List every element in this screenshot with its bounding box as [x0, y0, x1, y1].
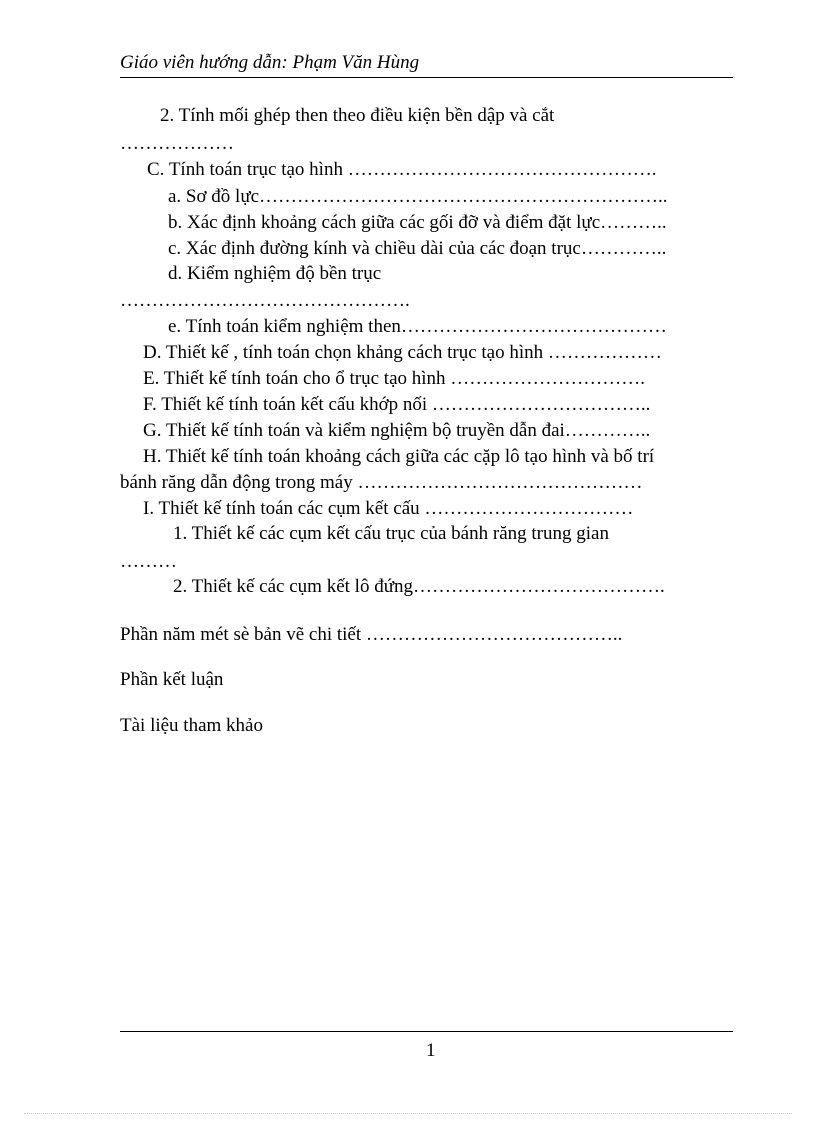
toc-line: e. Tính toán kiểm nghiệm then…………………………………… — [168, 316, 667, 337]
page-number: 1 — [426, 1040, 436, 1061]
toc-line: ………………………………………. — [120, 290, 410, 311]
toc-line: ……… — [120, 551, 177, 572]
toc-line: H. Thiết kế tính toán khoảng cách giữa các cặp lô tạo hình và bố trí — [143, 446, 655, 467]
toc-line: ……………… — [120, 133, 234, 154]
header-instructor: Giáo viên hướng dẫn: Phạm Văn Hùng — [120, 52, 420, 73]
toc-line: Phần năm mét sè bản vẽ chi tiết ………………………………….. — [120, 624, 623, 645]
toc-line: E. Thiết kế tính toán cho ổ trục tạo hình …………………………. — [143, 368, 646, 389]
toc-line: Tài liệu tham khảo — [120, 715, 263, 736]
toc-line: C. Tính toán trục tạo hình …………………………………………. — [147, 159, 657, 180]
page-edge-divider — [24, 1113, 792, 1114]
toc-line: F. Thiết kế tính toán kết cấu khớp nối …………………………….. — [143, 394, 651, 415]
toc-line: bánh răng dẫn động trong máy ……………………………………… — [120, 472, 643, 493]
toc-line: d. Kiểm nghiệm độ bền trục — [168, 263, 382, 284]
toc-line: G. Thiết kế tính toán và kiểm nghiệm bộ truyền dẫn đai………….. — [143, 420, 651, 441]
header-divider — [120, 77, 733, 78]
toc-line: 2. Tính mối ghép then theo điều kiện bền dập và cắt — [160, 105, 555, 126]
footer-divider — [120, 1031, 733, 1032]
toc-line: a. Sơ đồ lực……………………………………………………….. — [168, 186, 668, 207]
toc-line: c. Xác định đường kính và chiều dài của các đoạn trục………….. — [168, 238, 667, 259]
toc-line: 1. Thiết kế các cụm kết cấu trục của bánh răng trung gian — [173, 523, 609, 544]
toc-line: Phần kết luận — [120, 669, 224, 690]
toc-line: b. Xác định khoảng cách giữa các gối đỡ và điểm đặt lực……….. — [168, 212, 667, 233]
toc-line: 2. Thiết kế các cụm kết lô đứng…………………………………. — [173, 576, 665, 597]
toc-line: D. Thiết kế , tính toán chọn khảng cách trục tạo hình ……………… — [143, 342, 662, 363]
toc-line: I. Thiết kế tính toán các cụm kết cấu …………………………… — [143, 498, 634, 519]
